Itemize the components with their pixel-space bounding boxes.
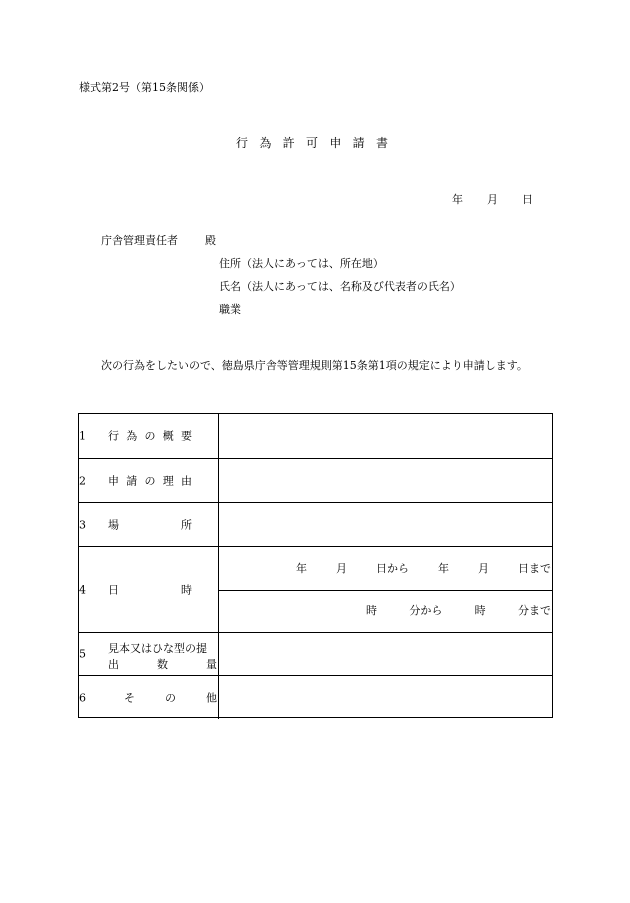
label-char: 為 [126,429,138,443]
table-row [79,502,552,546]
row-label [108,643,218,670]
applicant-address-label: 住所（法人にあっては、所在地） [219,257,384,270]
end-minute-label: 分まで [517,604,551,617]
label-line: 見本又はひな型の提 [108,642,207,655]
date-month-label: 月 [487,193,498,206]
end-month-label: 月 [478,562,489,575]
label-char: そ [124,691,135,704]
row-number: 4 [79,583,86,596]
application-reason-field[interactable] [219,459,552,502]
label-char: の [165,691,176,704]
title-char: 許 [282,136,295,150]
label-char: 場 [108,518,119,531]
sample-quantity-field[interactable] [219,633,552,675]
end-hour-label: 時 [474,604,486,617]
table-row [79,414,552,458]
form-number: 様式第2号（第15条関係） [79,81,210,94]
label-char: の [144,474,156,487]
row-label [108,431,192,442]
end-day-label: 日まで [518,562,551,575]
label-char: 数 [157,658,168,671]
title-char: 申 [329,136,342,150]
action-summary-field[interactable] [219,414,552,458]
table-row [79,546,552,632]
start-hour-label: 時 [366,604,377,617]
table-row [79,458,552,502]
start-minute-label: 分から [409,604,443,617]
label-char: 時 [181,583,192,596]
row-label [108,519,192,530]
label-char: 他 [206,691,217,704]
row-label [108,584,192,595]
document-title [236,137,388,149]
location-field[interactable] [219,503,552,546]
title-char: 書 [375,136,388,150]
request-statement: 次の行為をしたいので、徳島県庁舎等管理規則第15条第1項の規定により申請します。 [101,359,528,372]
application-table [78,413,553,718]
applicant-name-label: 氏名（法人にあっては、名称及び代表者の氏名） [219,280,461,293]
row-number: 3 [79,518,86,531]
title-char: 為 [259,136,272,150]
addressee-honorific: 殿 [205,234,216,247]
row-header-cell [79,414,219,458]
row-header-cell [79,633,219,675]
label-char: 出 [108,658,119,671]
label-char: 行 [108,429,119,443]
row-header-cell [79,676,219,719]
label-char: の [144,429,156,443]
label-char: 概 [162,429,174,443]
label-char: 所 [181,518,192,531]
label-char: 要 [181,429,192,443]
row-header-cell [79,459,219,502]
label-char: 請 [126,474,138,487]
row-label [108,475,192,486]
table-row [79,675,552,719]
time-range-field[interactable] [366,605,551,616]
application-date [452,194,533,205]
label-char: 理 [162,474,174,487]
label-char: 申 [108,474,119,487]
start-day-label: 日から [376,562,409,575]
datetime-divider [219,590,552,591]
datetime-cell [219,547,552,632]
row-number: 6 [79,691,86,704]
title-char: 可 [305,136,318,150]
applicant-occupation-label: 職業 [219,303,241,316]
row-number: 5 [79,647,86,661]
date-day-label: 日 [522,193,533,206]
label-char: 日 [108,583,119,596]
row-number: 2 [79,474,86,487]
label-line [108,659,218,670]
other-notes-field[interactable] [219,676,552,719]
start-year-label: 年 [296,562,307,575]
row-header-cell [79,503,219,546]
row-number: 1 [79,429,86,443]
date-range-field[interactable] [296,563,551,574]
row-header-cell [79,547,219,632]
addressee-name: 庁舎管理責任者 [101,234,178,247]
end-year-label: 年 [438,562,449,575]
table-row [79,632,552,675]
title-char: 請 [352,136,365,150]
label-char: 量 [206,658,217,671]
label-char: 由 [181,474,192,487]
row-label [124,692,217,703]
date-year-label: 年 [452,193,463,206]
start-month-label: 月 [336,562,347,575]
title-char: 行 [236,136,249,150]
